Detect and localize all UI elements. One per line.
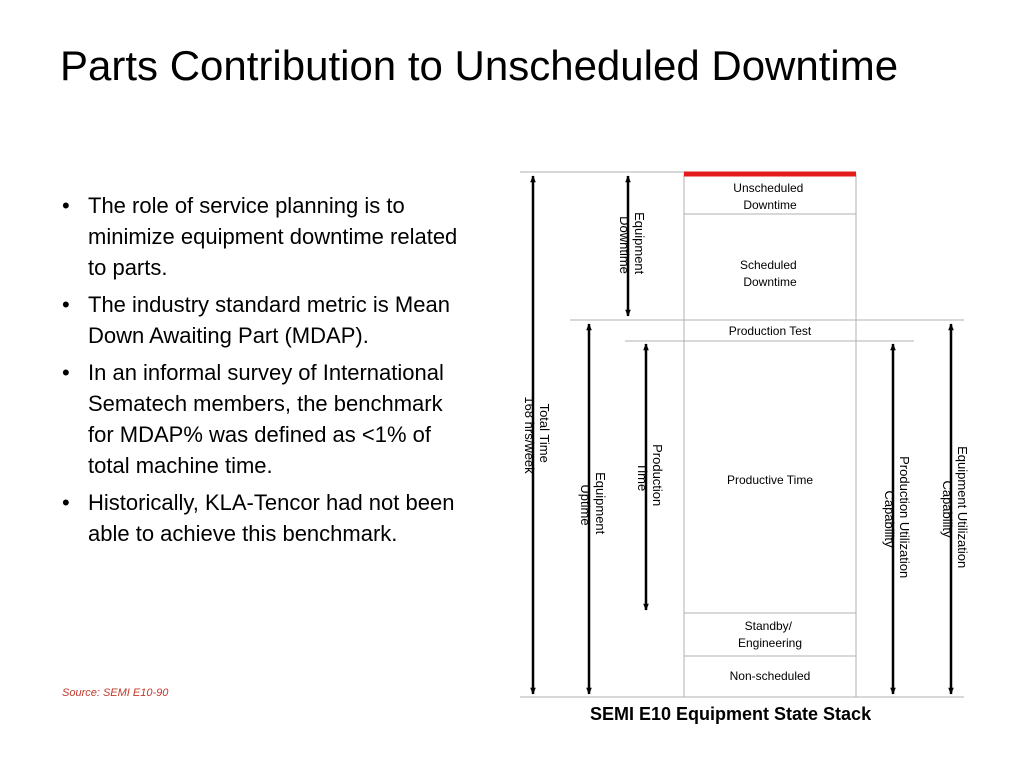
bullet-dot: •: [62, 193, 70, 218]
state-label-line: Unscheduled: [733, 181, 804, 195]
slide-title: Parts Contribution to Unscheduled Downtime: [60, 42, 899, 89]
span-label-line: 168 hrs/week: [522, 396, 537, 474]
span-label-line: Total Time: [537, 403, 552, 463]
span-label-line: Uptime: [578, 484, 593, 526]
bullet-text: In an informal survey of International Sematech members, the benchmark for MDAP% was defined as <1% of total machine time.: [88, 360, 444, 478]
span-label-line: Production: [650, 444, 665, 507]
span-label-total-time: [522, 396, 552, 474]
source-note: Source: SEMI E10-90: [62, 687, 169, 699]
span-label-line: Equipment: [632, 212, 647, 275]
bullet-text: Historically, KLA-Tencor had not been able to achieve this benchmark.: [88, 490, 455, 546]
bullet-dot: •: [62, 360, 70, 385]
span-label-production-time: [635, 444, 665, 510]
span-label-equipment-uptime: [578, 472, 608, 538]
state-label-productive-time: Productive Time: [726, 473, 814, 487]
span-label-line: Equipment: [593, 472, 608, 535]
span-label-line: Downtime: [617, 216, 632, 274]
state-label-line: Downtime: [743, 275, 797, 289]
bullet-dot: •: [62, 292, 70, 317]
bullet-dot: •: [62, 490, 70, 515]
span-label-line: Production Utilization: [897, 456, 912, 579]
span-label-equipment-downtime: [617, 212, 647, 278]
span-label-line: Capability: [940, 480, 955, 538]
bullet-text: The role of service planning is to minimize equipment downtime related to parts.: [88, 193, 458, 280]
span-label-line: Capability: [882, 490, 897, 548]
span-label-line: Time: [635, 462, 650, 492]
state-label-line: Engineering: [737, 636, 803, 650]
state-label-line: Scheduled: [739, 258, 797, 272]
bullet-text: The industry standard metric is Mean Down Awaiting Part (MDAP).: [88, 292, 450, 348]
state-label-line: Downtime: [743, 198, 797, 212]
diagram-caption: SEMI E10 Equipment State Stack: [590, 704, 872, 724]
state-label-production-test: Production Test: [728, 324, 812, 338]
span-label-line: Equipment Utilization: [955, 446, 970, 569]
span-label-equipment-utilization-capability: [940, 446, 970, 572]
state-label-line: Standby/: [744, 619, 793, 633]
span-label-production-utilization-capability: [882, 456, 912, 582]
state-label-non-scheduled: Non-scheduled: [729, 669, 811, 683]
